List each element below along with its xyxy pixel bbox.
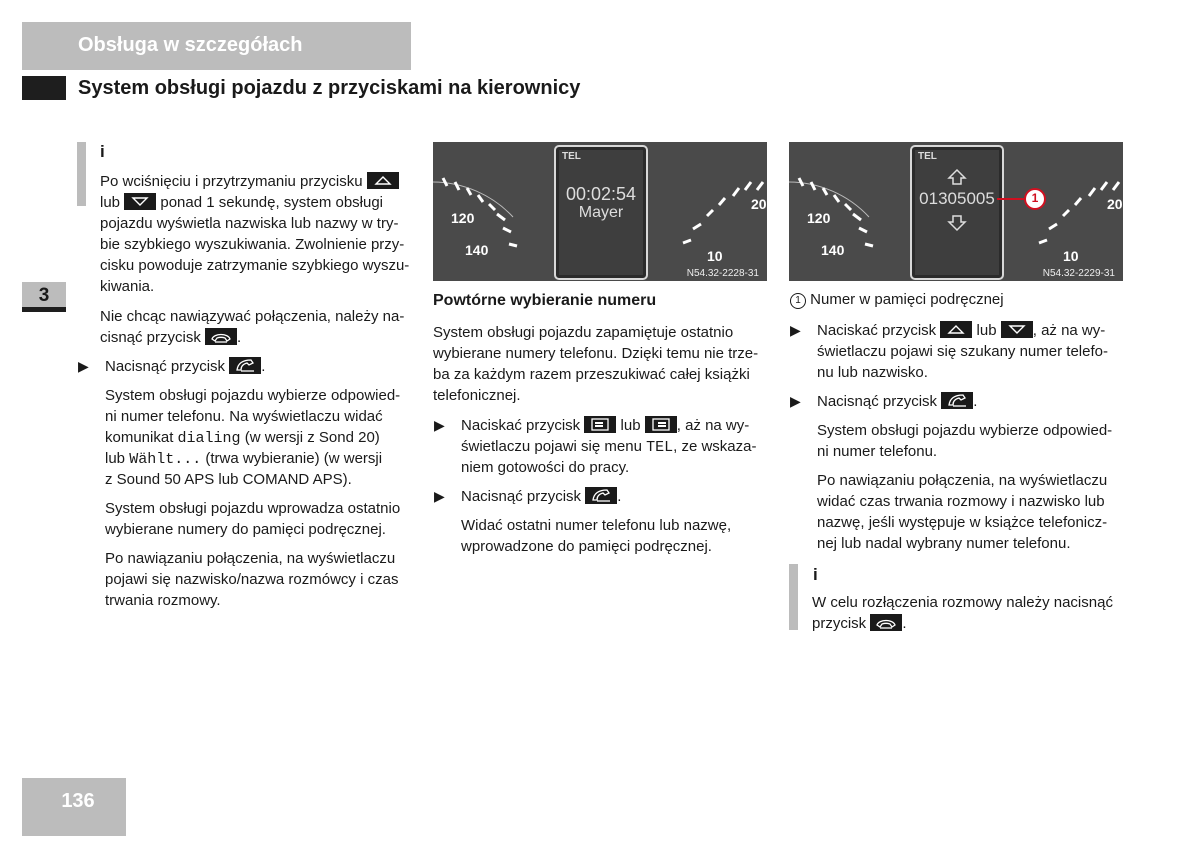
tel-label: TEL [918, 151, 937, 162]
result-text: (w wersji z Sond 20) [244, 429, 380, 446]
step-text: lub [976, 322, 997, 339]
display-message: dialing [177, 430, 241, 447]
page-title: System obsługi pojazdu z przyciskami na kierownicy [78, 77, 581, 99]
step-text: , aż na wy- [676, 417, 750, 434]
figure-reference: N54.32-2229-31 [1042, 268, 1115, 279]
paragraph: System obsługi pojazdu zapamiętuje ostatnio [433, 324, 734, 341]
result-text: System obsługi pojazdu wybierze odpowied- [105, 387, 401, 404]
result-text: widać czas trwania rozmowy i nazwisko lub [817, 493, 1105, 510]
result-text: (trwa wybieranie) (w wersji [205, 450, 383, 467]
note-text: Po wciśnięciu i przytrzymaniu przycisku [100, 173, 363, 190]
menu-left-key-icon [584, 416, 616, 433]
caller-name: Mayer [578, 204, 624, 221]
instrument-display-image [433, 142, 767, 281]
step-text: Naciskać przycisk [461, 417, 581, 434]
section-heading: Powtórne wybieranie numeru [433, 292, 657, 309]
callout-marker: 1 [1031, 191, 1039, 205]
section-title: Obsługa w szczegółach [78, 34, 303, 56]
phone-call-key-icon [941, 392, 973, 409]
info-icon: i [813, 565, 818, 584]
paragraph: cisnąć przycisk [100, 329, 201, 346]
chapter-tab [22, 282, 66, 312]
tel-label: TEL [562, 151, 581, 162]
paragraph: wybierane numery telefonu. Dzięki temu nie trze- [433, 345, 759, 362]
legend-text: Numer w pamięci podręcznej [810, 291, 1004, 308]
result-text: nazwę, jeśli występuje w książce telefonicz- [817, 514, 1108, 531]
paragraph: Nie chcąc nawiązywać połączenia, należy na- [100, 308, 405, 325]
paragraph: ba za każdym razem przeszukiwać całej książki [433, 366, 750, 383]
gauge-label: 140 [821, 242, 845, 258]
stored-number: 01305005 [919, 189, 995, 208]
note-bar [77, 142, 86, 206]
triangle-right-icon: ▶ [790, 393, 801, 409]
page-number-box [22, 778, 126, 836]
section-header [22, 22, 411, 70]
step-text: , aż na wy- [1032, 322, 1106, 339]
down-arrow-key-icon [124, 193, 156, 210]
triangle-right-icon: ▶ [78, 358, 89, 374]
step-text: Nacisnąć przycisk [105, 358, 226, 375]
note-text: bie szybkiego wyszukiwania. Zwolnienie przy- [100, 236, 405, 253]
step-text: świetlaczu pojawi się szukany numer telefo- [817, 343, 1108, 360]
result-text: ni numer telefonu. Na wyświetlaczu widać [105, 408, 383, 425]
chapter-number: 3 [38, 285, 50, 306]
gauge-label: 10 [1063, 248, 1079, 264]
note-text: lub [100, 194, 121, 211]
menu-right-key-icon [645, 416, 677, 433]
gauge-label: 120 [451, 210, 475, 226]
phone-hangup-key-icon [870, 614, 902, 631]
header-marker [22, 76, 66, 100]
display-message: Wählt... [129, 451, 202, 468]
phone-call-key-icon [229, 357, 261, 374]
step-text: lub [620, 417, 641, 434]
result-text: lub [105, 450, 126, 467]
figure-reference: N54.32-2228-31 [686, 268, 759, 279]
triangle-right-icon: ▶ [434, 417, 445, 433]
result-text: Po nawiązaniu połączenia, na wyświetlaczu [817, 472, 1108, 489]
phone-hangup-key-icon [205, 328, 237, 345]
result-text: pojawi się nazwisko/nazwa rozmówcy i czas [105, 571, 399, 588]
gauge-label: 20 [1107, 196, 1123, 212]
up-arrow-key-icon [367, 172, 399, 189]
note-text: pojazdu wyświetla nazwiska lub nazwy w try- [100, 215, 399, 232]
result-text: komunikat [105, 429, 174, 446]
legend-number: 1 [790, 293, 806, 309]
up-arrow-key-icon [940, 321, 972, 338]
note-text: W celu rozłączenia rozmowy należy nacisnąć [812, 594, 1113, 611]
result-text: Widać ostatni numer telefonu lub nazwę, [461, 517, 732, 534]
note-bar [789, 564, 798, 630]
step-text: niem gotowości do pracy. [461, 459, 630, 476]
gauge-label: 120 [807, 210, 831, 226]
note-text: cisku powoduje zatrzymanie szybkiego wyszu- [100, 257, 410, 274]
step-text: , ze wskaza- [673, 438, 757, 455]
phone-call-key-icon [585, 487, 617, 504]
triangle-right-icon: ▶ [434, 488, 445, 504]
step-text: Nacisnąć przycisk [461, 488, 582, 505]
note-text: kiwania. [100, 278, 155, 295]
result-text: Po nawiązaniu połączenia, na wyświetlaczu [105, 550, 396, 567]
result-text: wprowadzone do pamięci podręcznej. [461, 538, 712, 555]
step-text: Naciskać przycisk [817, 322, 937, 339]
triangle-right-icon: ▶ [790, 322, 801, 338]
gauge-label: 10 [707, 248, 723, 264]
result-text: nej lub nadal wybrany numer telefonu. [817, 535, 1071, 552]
result-text: System obsługi pojazdu wprowadza ostatnio [105, 500, 401, 517]
step-text: nu lub nazwisko. [817, 364, 928, 381]
step-text: Nacisnąć przycisk [817, 393, 938, 410]
gauge-label: 140 [465, 242, 489, 258]
note-text: przycisk [812, 615, 867, 632]
info-icon: i [100, 142, 105, 161]
gauge-label: 20 [751, 196, 767, 212]
instrument-display-image [789, 142, 1123, 281]
result-text: z Sound 50 APS lub COMAND APS). [105, 471, 352, 488]
down-arrow-key-icon [1001, 321, 1033, 338]
result-text: System obsługi pojazdu wybierze odpowied- [817, 422, 1113, 439]
step-text: świetlaczu pojawi się menu [461, 438, 642, 455]
call-timer: 00:02:54 [565, 184, 637, 204]
result-text: trwania rozmowy. [105, 592, 221, 609]
result-text: ni numer telefonu. [817, 443, 938, 460]
display-message: TEL [646, 439, 674, 456]
note-text: ponad 1 sekundę, system obsługi [160, 194, 384, 211]
paragraph: telefonicznej. [433, 387, 521, 404]
page-number: 136 [61, 790, 95, 812]
result-text: wybierane numery do pamięci podręcznej. [105, 521, 386, 538]
